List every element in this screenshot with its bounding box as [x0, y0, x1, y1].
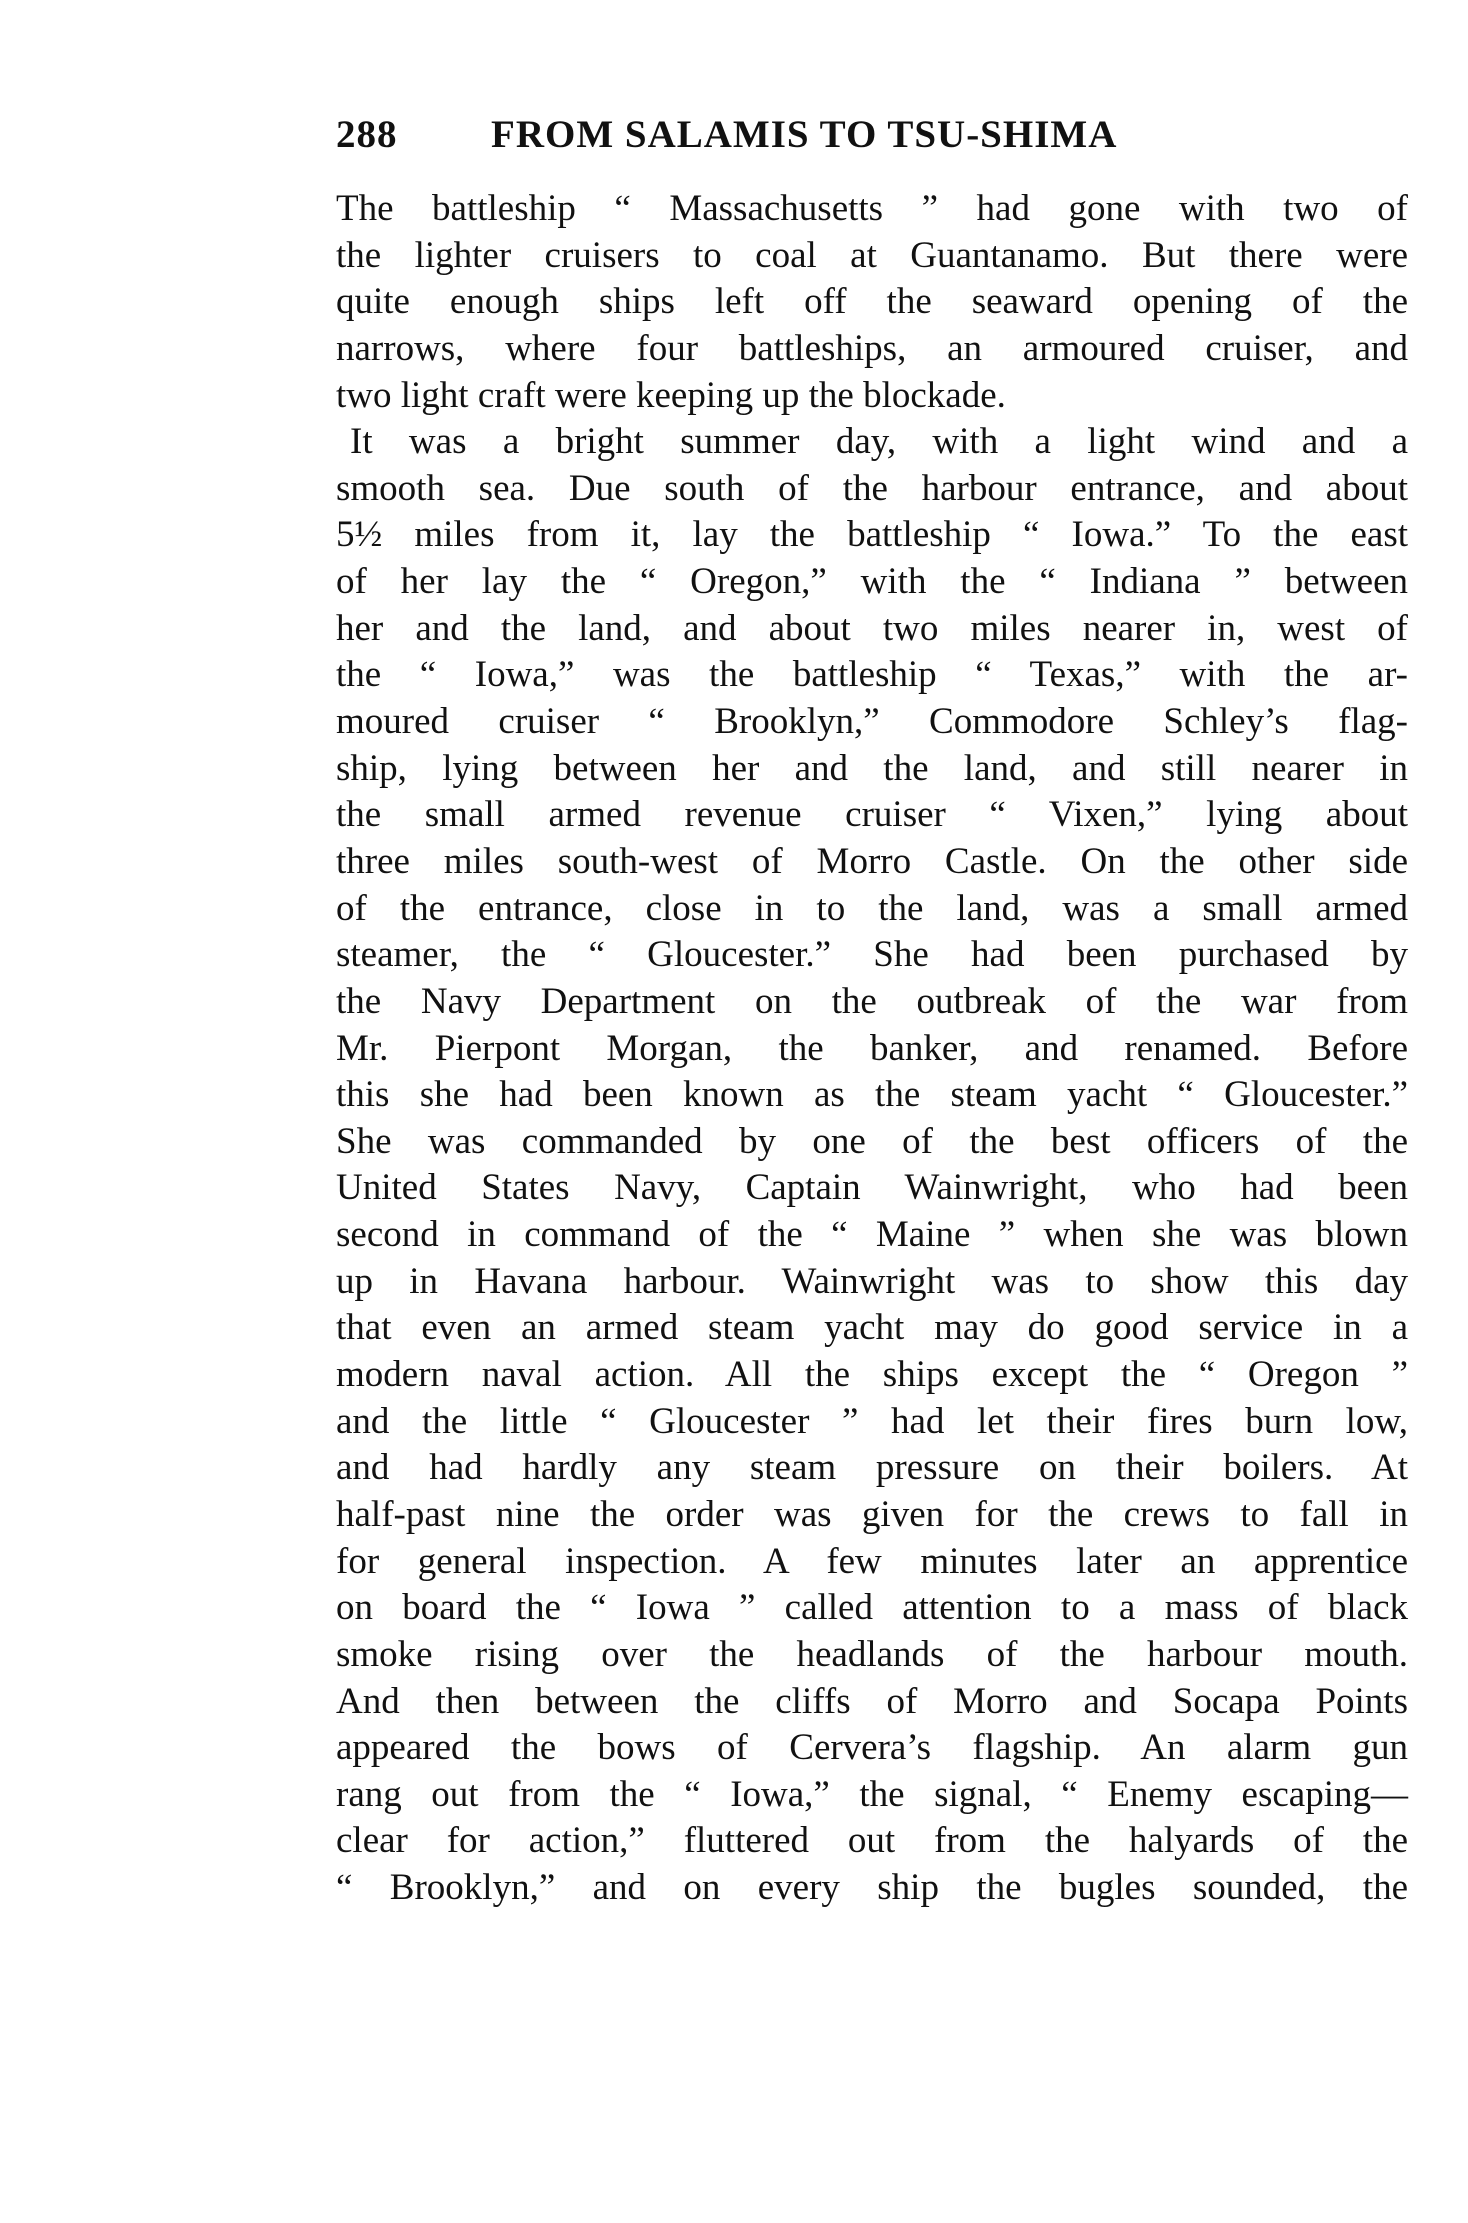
- text-line: narrows, where four battleships, an armoured cruiser, and: [336, 327, 1408, 369]
- running-title: FROM SALAMIS TO TSU-SHIMA: [491, 113, 1118, 156]
- text-line: moured cruiser “ Brooklyn,” Commodore Schley’s flag-: [336, 701, 1408, 743]
- text-line: of the entrance, close in to the land, was a small armed: [336, 887, 1408, 929]
- text-line: second in command of the “ Maine ” when she was blown: [336, 1214, 1408, 1256]
- text-line: the lighter cruisers to coal at Guantanamo. But there were: [336, 234, 1408, 276]
- text-line: and the little “ Gloucester ” had let their fires burn low,: [336, 1400, 1408, 1442]
- text-line: steamer, the “ Gloucester.” She had been purchased by: [336, 934, 1408, 976]
- text-line: for general inspection. A few minutes later an apprentice: [336, 1540, 1408, 1582]
- running-head: [336, 112, 1246, 172]
- text-line: rang out from the “ Iowa,” the signal, “ Enemy escaping—: [336, 1773, 1408, 1815]
- text-line: “ Brooklyn,” and on every ship the bugles sounded, the: [336, 1867, 1408, 1909]
- text-line: on board the “ Iowa ” called attention to a mass of black: [336, 1587, 1408, 1629]
- text-line: And then between the cliffs of Morro and Socapa Points: [336, 1680, 1408, 1722]
- text-line: clear for action,” fluttered out from the halyards of the: [336, 1820, 1408, 1862]
- text-line: of her lay the “ Oregon,” with the “ Indiana ” between: [336, 561, 1408, 603]
- text-line: She was commanded by one of the best officers of the: [336, 1120, 1408, 1162]
- text-line: that even an armed steam yacht may do good service in a: [336, 1307, 1408, 1349]
- text-line: smoke rising over the headlands of the harbour mouth.: [336, 1633, 1408, 1675]
- text-line: Mr. Pierpont Morgan, the banker, and renamed. Before: [336, 1027, 1408, 1069]
- text-line: the Navy Department on the outbreak of the war from: [336, 980, 1408, 1022]
- text-line: and had hardly any steam pressure on their boilers. At: [336, 1447, 1408, 1489]
- text-line: modern naval action. All the ships except the “ Oregon ”: [336, 1354, 1408, 1396]
- text-line: United States Navy, Captain Wainwright, who had been: [336, 1167, 1408, 1209]
- text-line: two light craft were keeping up the blockade.: [336, 374, 1006, 416]
- page-number: 288: [336, 113, 398, 156]
- text-line: her and the land, and about two miles nearer in, west of: [336, 607, 1408, 649]
- text-line: up in Havana harbour. Wainwright was to show this day: [336, 1260, 1408, 1302]
- text-line: three miles south-west of Morro Castle. On the other side: [336, 840, 1408, 882]
- text-line: It was a bright summer day, with a light wind and a: [350, 421, 1408, 463]
- text-line: the small armed revenue cruiser “ Vixen,” lying about: [336, 794, 1408, 836]
- text-line: 5½ miles from it, lay the battleship “ Iowa.” To the east: [336, 514, 1408, 556]
- body-text: [336, 186, 1408, 1912]
- text-line: smooth sea. Due south of the harbour entrance, and about: [336, 467, 1408, 509]
- text-line: appeared the bows of Cervera’s flagship. An alarm gun: [336, 1727, 1408, 1769]
- text-line: The battleship “ Massachusetts ” had gone with two of: [336, 188, 1408, 229]
- text-line: the “ Iowa,” was the battleship “ Texas,” with the ar-: [336, 654, 1408, 696]
- text-line: ship, lying between her and the land, and still nearer in: [336, 747, 1408, 789]
- text-line: this she had been known as the steam yacht “ Gloucester.”: [336, 1074, 1408, 1116]
- text-line: quite enough ships left off the seaward opening of the: [336, 281, 1408, 323]
- text-line: half-past nine the order was given for the crews to fall in: [336, 1493, 1408, 1535]
